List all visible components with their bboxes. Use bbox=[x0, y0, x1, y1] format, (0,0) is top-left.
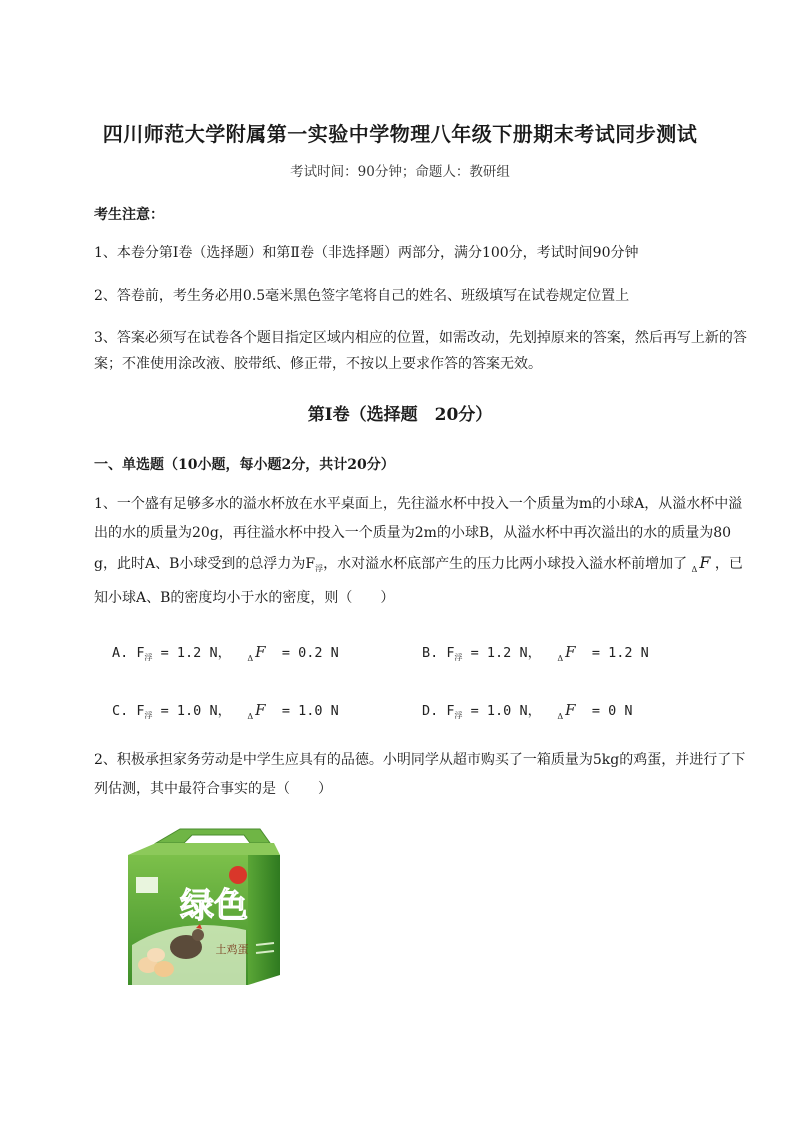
notice-item-1: 1、本卷分第I卷（选择题）和第Ⅱ卷（非选择题）两部分，满分100分，考试时间90分钟 bbox=[94, 245, 639, 261]
notice-heading: 考生注意： bbox=[94, 207, 164, 223]
egg-box-image bbox=[120, 825, 288, 995]
question-1-text-3: ，已知小球A、B的密度均小于水的密度，则（ ） bbox=[94, 556, 743, 606]
float-subscript: 浮 bbox=[315, 564, 324, 573]
option-d[interactable]: D. $F_浮 = 1.0$ N， $_\Delta$ F = 0 N bbox=[422, 701, 633, 721]
question-2: 2、积极承担家务劳动是中学生应具有的品德。小明同学从超市购买了一箱质量为5kg的鸡蛋，并进行了下列估测，其中最符合事实的是（ ） bbox=[94, 752, 746, 797]
box-sub-label: 土鸡蛋 bbox=[215, 943, 249, 956]
delta-f-symbol: $_\Delta$ F bbox=[691, 553, 711, 574]
notice-item-3: 3、答案必须写在试卷各个题目指定区域内相应的位置，如需改动，先划掉原来的答案，然后再写上新的答案；不准使用涂改液、胶带纸、修正带，不按以上要求作答的答案无效。 bbox=[94, 330, 747, 372]
page-title: 四川师范大学附属第一实验中学物理八年级下册期末考试同步测试 bbox=[102, 122, 698, 146]
option-b[interactable]: B. $F_浮 = 1.2$ N， $_\Delta$ F = 1.2 N bbox=[422, 643, 649, 663]
question-1-text-2: ，水对溢水杯底部产生的压力比两小球投入溢水杯前增加了 bbox=[323, 556, 688, 572]
option-c[interactable]: C. $F_浮 = 1.0$ N， $_\Delta$ F = 1.0 N bbox=[112, 701, 339, 721]
notice-item-2: 2、答卷前，考生务必用0.5毫米黑色签字笔将自己的姓名、班级填写在试卷规定位置上 bbox=[94, 288, 630, 304]
question-1 bbox=[94, 490, 754, 613]
option-a[interactable]: A. $F_浮 = 1.2$ N， $_\Delta$ F = 0.2 N bbox=[112, 643, 339, 663]
exam-info: 考试时间：90分钟；命题人：教研组 bbox=[290, 164, 510, 180]
box-label: 绿色 bbox=[180, 886, 248, 926]
section-title: 第I卷（选择题 20分） bbox=[307, 405, 493, 425]
question-1-text: 1、一个盛有足够多水的溢水杯放在水平桌面上，先往溢水杯中投入一个质量为m的小球A，从溢水杯中溢出的水的质量为20g，再往溢水杯中投入一个质量为2m的小球B，从溢水杯中再次溢出的水的质量为80 g，此时A、B小球受到的总浮力为F bbox=[94, 496, 743, 572]
part-heading: 一、单选题（10小题，每小题2分，共计20分） bbox=[94, 457, 395, 473]
